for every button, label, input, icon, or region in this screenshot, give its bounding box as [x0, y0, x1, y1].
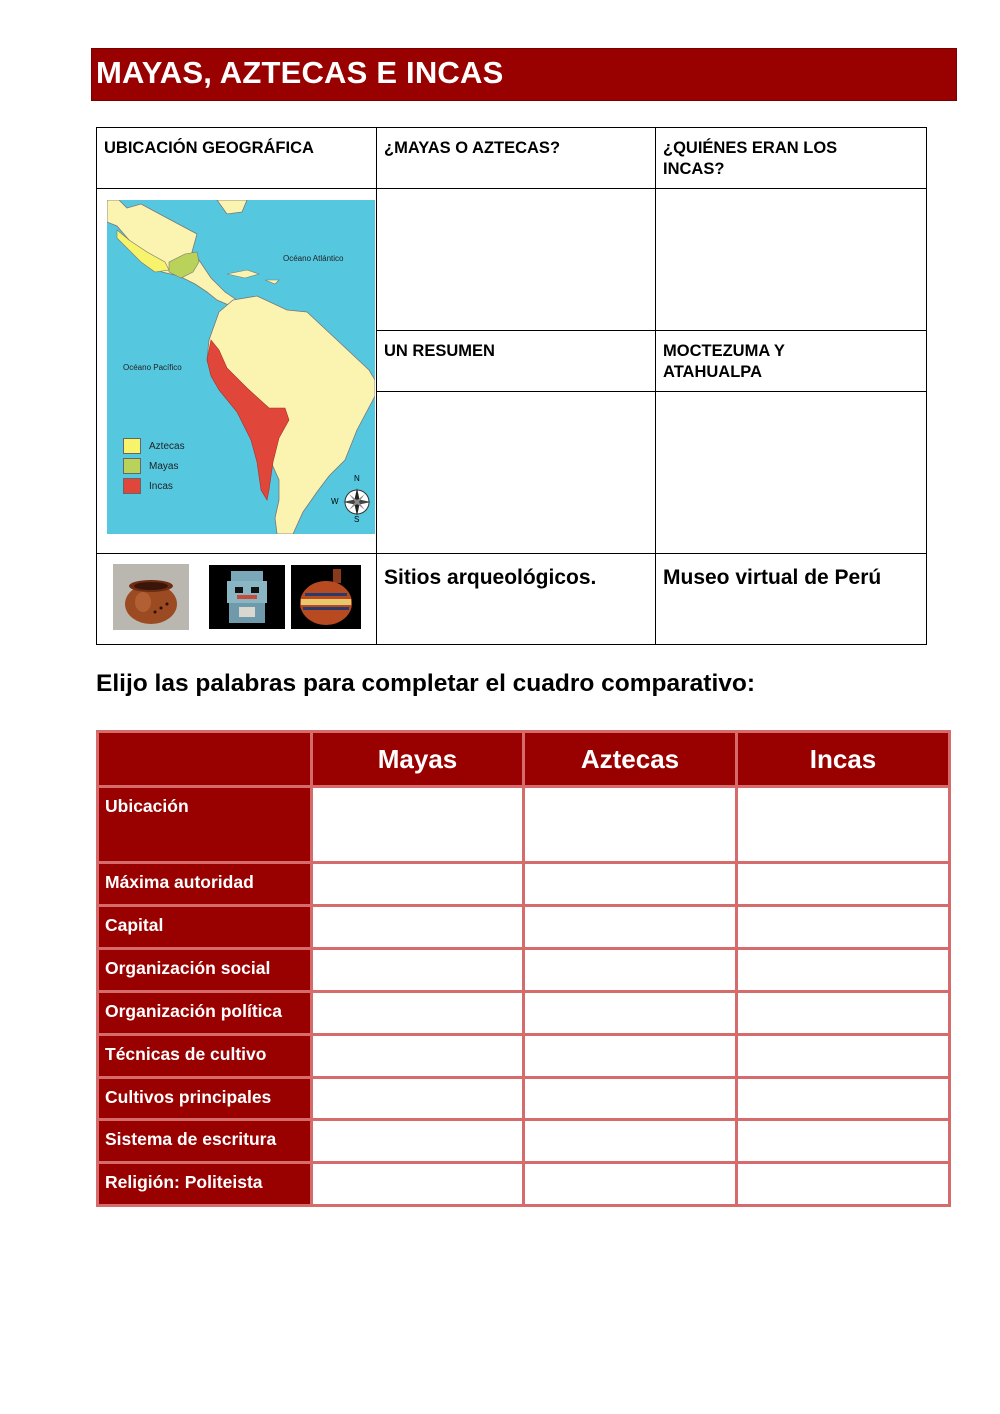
link-sitios-arqueologicos[interactable]: Sitios arqueológicos.	[384, 566, 597, 589]
answer-cell[interactable]	[312, 1035, 524, 1078]
answer-cell[interactable]	[524, 992, 737, 1035]
answer-cell[interactable]	[312, 949, 524, 992]
answer-cell[interactable]	[524, 906, 737, 949]
aztec-figure-image[interactable]	[209, 565, 285, 629]
answer-cell[interactable]	[524, 949, 737, 992]
legend-incas	[123, 478, 193, 496]
legend-swatch-aztecas	[123, 438, 141, 454]
answer-cell[interactable]	[737, 1163, 950, 1206]
answer-cell[interactable]	[312, 787, 524, 863]
compass-n: N	[354, 474, 360, 483]
column-header-incas: Incas	[737, 732, 950, 787]
americas-map	[107, 200, 375, 534]
header-mayas-aztecas: ¿MAYAS O AZTECAS?	[384, 139, 561, 157]
answer-cell[interactable]	[737, 949, 950, 992]
header-resumen: UN RESUMEN	[384, 342, 495, 360]
comparison-header-row	[98, 732, 950, 787]
label-pacific: Océano Pacífico	[123, 363, 182, 372]
cell-resumen-content[interactable]	[377, 392, 655, 553]
instruction-text: Elijo las palabras para completar el cuadro comparativo:	[96, 670, 756, 697]
row-label-organizacion-politica: Organización política	[98, 992, 312, 1035]
table-row	[98, 1078, 950, 1120]
header-corner	[98, 732, 312, 787]
table-row	[98, 906, 950, 949]
legend-label-aztecas: Aztecas	[149, 441, 185, 452]
table-row	[98, 1163, 950, 1206]
page-title: MAYAS, AZTECAS E INCAS	[96, 55, 504, 90]
answer-cell[interactable]	[737, 1035, 950, 1078]
answer-cell[interactable]	[524, 1035, 737, 1078]
answer-cell[interactable]	[737, 787, 950, 863]
label-atlantic: Océano Atlántico	[283, 254, 344, 263]
answer-cell[interactable]	[524, 1078, 737, 1120]
legend-label-mayas: Mayas	[149, 461, 179, 472]
answer-cell[interactable]	[737, 1078, 950, 1120]
answer-cell[interactable]	[312, 906, 524, 949]
table-row	[98, 1120, 950, 1163]
header-ubicacion: UBICACIÓN GEOGRÁFICA	[104, 139, 314, 157]
answer-cell[interactable]	[524, 1120, 737, 1163]
legend-swatch-incas	[123, 478, 141, 494]
answer-cell[interactable]	[737, 863, 950, 906]
comparison-table	[96, 730, 951, 1207]
compass-w: W	[331, 497, 339, 506]
florida-land	[217, 200, 247, 214]
column-header-mayas: Mayas	[312, 732, 524, 787]
compass-rose-icon	[331, 474, 375, 524]
answer-cell[interactable]	[312, 1120, 524, 1163]
row-label-religion: Religión: Politeista	[98, 1163, 312, 1206]
cell-mayas-aztecas-content[interactable]	[377, 189, 655, 330]
central-america-land	[107, 200, 237, 306]
table-row	[98, 1035, 950, 1078]
row-label-tecnicas-cultivo: Técnicas de cultivo	[98, 1035, 312, 1078]
row-label-capital: Capital	[98, 906, 312, 949]
column-header-aztecas: Aztecas	[524, 732, 737, 787]
answer-cell[interactable]	[312, 1163, 524, 1206]
table-row	[98, 949, 950, 992]
legend-swatch-mayas	[123, 458, 141, 474]
header-quienes-incas: ¿QUIÉNES ERAN LOS INCAS?	[663, 139, 838, 178]
answer-cell[interactable]	[737, 906, 950, 949]
row-label-ubicacion: Ubicación	[98, 787, 312, 863]
row-label-cultivos-principales: Cultivos principales	[98, 1078, 312, 1120]
row-label-sistema-escritura: Sistema de escritura	[98, 1120, 312, 1163]
answer-cell[interactable]	[524, 863, 737, 906]
title-bar	[91, 48, 957, 101]
table-row	[98, 992, 950, 1035]
table-row	[98, 787, 950, 863]
link-museo-virtual[interactable]: Museo virtual de Perú	[663, 566, 882, 589]
pottery-bowl-image[interactable]	[113, 564, 189, 630]
answer-cell[interactable]	[312, 1078, 524, 1120]
legend-label-incas: Incas	[149, 481, 173, 492]
answer-cell[interactable]	[524, 1163, 737, 1206]
answer-cell[interactable]	[524, 787, 737, 863]
caribbean-islands	[227, 270, 279, 284]
answer-cell[interactable]	[737, 1120, 950, 1163]
header-moctezuma: MOCTEZUMA Y ATAHUALPA	[663, 342, 785, 381]
row-label-organizacion-social: Organización social	[98, 949, 312, 992]
cell-quienes-incas-content[interactable]	[656, 189, 926, 330]
legend-mayas	[123, 458, 193, 476]
table-row	[98, 863, 950, 906]
cell-moctezuma-content[interactable]	[656, 392, 926, 553]
inca-vessel-image[interactable]	[291, 565, 361, 629]
answer-cell[interactable]	[737, 992, 950, 1035]
answer-cell[interactable]	[312, 992, 524, 1035]
compass-s: S	[354, 515, 360, 524]
row-label-maxima-autoridad: Máxima autoridad	[98, 863, 312, 906]
legend-aztecas	[123, 438, 193, 456]
answer-cell[interactable]	[312, 863, 524, 906]
